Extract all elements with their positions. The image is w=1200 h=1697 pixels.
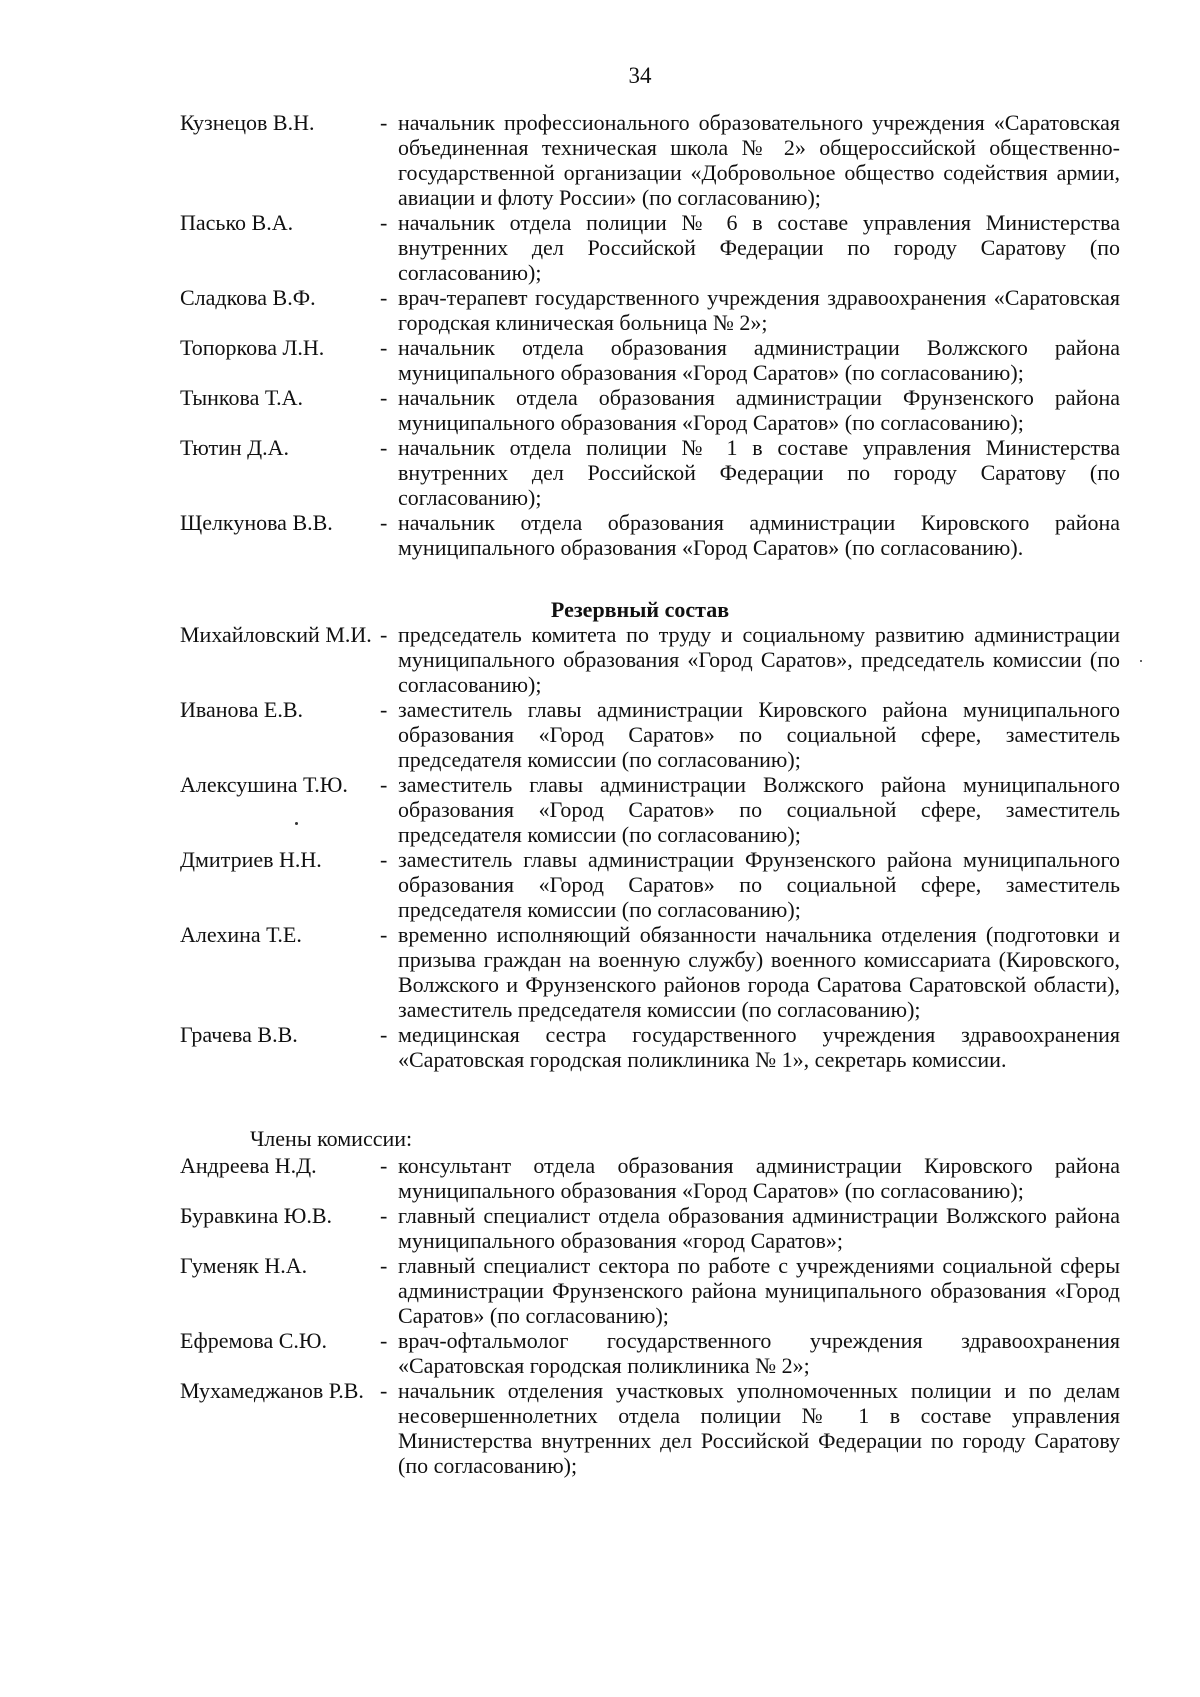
member-position: медицинская сестра государственного учреждения здравоохранения «Саратовская городская поликлиника № 1», секретарь комиссии. bbox=[398, 1022, 1120, 1072]
dash-separator: - bbox=[380, 385, 388, 410]
member-entry bbox=[180, 1253, 1120, 1328]
scan-speck bbox=[295, 822, 298, 825]
member-name: Андреева Н.Д. bbox=[180, 1153, 317, 1178]
dash-separator: - bbox=[380, 847, 388, 872]
member-entry bbox=[180, 435, 1120, 510]
member-name: Алехина Т.Е. bbox=[180, 922, 302, 947]
member-position: главный специалист отдела образования администрации Волжского района муниципального образования «город Саратов»; bbox=[398, 1203, 1120, 1253]
member-entry bbox=[180, 1378, 1120, 1478]
dash-separator: - bbox=[380, 335, 388, 360]
dash-separator: - bbox=[380, 1328, 388, 1353]
member-entry bbox=[180, 510, 1120, 560]
member-name: Мухамеджанов Р.В. bbox=[180, 1378, 364, 1403]
member-name: Михайловский М.И. bbox=[180, 622, 372, 647]
member-entry bbox=[180, 772, 1120, 847]
member-entry bbox=[180, 210, 1120, 285]
reserve-section-title: Резервный состав bbox=[550, 597, 730, 622]
member-entry bbox=[180, 1203, 1120, 1253]
member-position: председатель комитета по труду и социальному развитию администрации муниципального образования «Город Саратов», председатель комиссии (по согласованию); bbox=[398, 622, 1120, 697]
member-position: начальник отдела образования администрации Фрунзенского района муниципального образования «Город Саратов» (по согласованию); bbox=[398, 385, 1120, 435]
member-position: начальник отдела образования администрации Кировского района муниципального образования «Город Саратов» (по согласованию). bbox=[398, 510, 1120, 560]
member-position: начальник отдела образования администрации Волжского района муниципального образования «Город Саратов» (по согласованию); bbox=[398, 335, 1120, 385]
member-position: начальник отдела полиции № 1 в составе управления Министерства внутренних дел Российской Федерации по городу Саратову (по согласованию); bbox=[398, 435, 1120, 510]
member-name: Буравкина Ю.В. bbox=[180, 1203, 333, 1228]
member-position: консультант отдела образования администрации Кировского района муниципального образования «Город Саратов» (по согласованию); bbox=[398, 1153, 1120, 1203]
member-name: Тынкова Т.А. bbox=[180, 385, 303, 410]
dash-separator: - bbox=[380, 1378, 388, 1403]
member-name: Тютин Д.А. bbox=[180, 435, 290, 460]
members-label: Члены комиссии: bbox=[250, 1126, 413, 1151]
member-name: Топоркова Л.Н. bbox=[180, 335, 325, 360]
member-entry bbox=[180, 1328, 1120, 1378]
member-name: Дмитриев Н.Н. bbox=[180, 847, 322, 872]
dash-separator: - bbox=[380, 697, 388, 722]
member-position: временно исполняющий обязанности начальника отделения (подготовки и призыва граждан на военную службу) военного комиссариата (Кировского, Волжского и Фрунзенского районов города Саратова Саратовской области), заместитель председателя комиссии (по согласованию); bbox=[398, 922, 1120, 1022]
member-entry bbox=[180, 335, 1120, 385]
member-name: Ефремова С.Ю. bbox=[180, 1328, 328, 1353]
member-position: заместитель главы администрации Фрунзенского района муниципального образования «Город Саратов» по социальной сфере, заместитель председателя комиссии (по согласованию); bbox=[398, 847, 1120, 922]
member-entry bbox=[180, 622, 1120, 697]
member-entry bbox=[180, 385, 1120, 435]
member-name: Алексушина Т.Ю. bbox=[180, 772, 348, 797]
dash-separator: - bbox=[380, 1203, 388, 1228]
dash-separator: - bbox=[380, 1253, 388, 1278]
member-position: врач-терапевт государственного учреждения здравоохранения «Саратовская городская клиническая больница № 2»; bbox=[398, 285, 1120, 335]
dash-separator: - bbox=[380, 1022, 388, 1047]
dash-separator: - bbox=[380, 285, 388, 310]
dash-separator: - bbox=[380, 622, 388, 647]
member-entry bbox=[180, 847, 1120, 922]
member-position: заместитель главы администрации Кировского района муниципального образования «Город Саратов» по социальной сфере, заместитель председателя комиссии (по согласованию); bbox=[398, 697, 1120, 772]
member-position: заместитель главы администрации Волжского района муниципального образования «Город Саратов» по социальной сфере, заместитель председателя комиссии (по согласованию); bbox=[398, 772, 1120, 847]
primary-members-list bbox=[180, 110, 1120, 560]
member-entry bbox=[180, 110, 1120, 210]
page-number: 34 bbox=[628, 63, 652, 88]
member-position: начальник отдела полиции № 6 в составе управления Министерства внутренних дел Российской Федерации по городу Саратову (по согласованию); bbox=[398, 210, 1120, 285]
member-entry bbox=[180, 922, 1120, 1022]
member-position: главный специалист сектора по работе с учреждениями социальной сферы администрации Фрунзенского района муниципального образования «Город Саратов» (по согласованию); bbox=[398, 1253, 1120, 1328]
member-position: начальник профессионального образовательного учреждения «Саратовская объединенная техническая школа № 2» общероссийской общественно-государственной организации «Добровольное общество содействия армии, авиации и флоту России» (по согласованию); bbox=[398, 110, 1120, 210]
member-name: Гуменяк Н.А. bbox=[180, 1253, 308, 1278]
member-name: Грачева В.В. bbox=[180, 1022, 298, 1047]
dash-separator: - bbox=[380, 210, 388, 235]
member-entry bbox=[180, 697, 1120, 772]
dash-separator: - bbox=[380, 1153, 388, 1178]
member-name: Кузнецов В.Н. bbox=[180, 110, 315, 135]
dash-separator: - bbox=[380, 110, 388, 135]
reserve-leaders-list bbox=[180, 622, 1120, 1072]
scan-speck bbox=[1140, 660, 1142, 662]
member-entry bbox=[180, 285, 1120, 335]
member-position: врач-офтальмолог государственного учреждения здравоохранения «Саратовская городская поликлиника № 2»; bbox=[398, 1328, 1120, 1378]
member-name: Пасько В.А. bbox=[180, 210, 294, 235]
dash-separator: - bbox=[380, 922, 388, 947]
member-name: Сладкова В.Ф. bbox=[180, 285, 316, 310]
member-entry bbox=[180, 1022, 1120, 1072]
member-name: Щелкунова В.В. bbox=[180, 510, 333, 535]
member-position: начальник отделения участковых уполномоченных полиции и по делам несовершеннолетних отдела полиции № 1 в составе управления Министерства внутренних дел Российской Федерации по городу Саратову (по согласованию); bbox=[398, 1378, 1120, 1478]
member-name: Иванова Е.В. bbox=[180, 697, 303, 722]
reserve-members-list bbox=[180, 1153, 1120, 1478]
member-entry bbox=[180, 1153, 1120, 1203]
dash-separator: - bbox=[380, 772, 388, 797]
dash-separator: - bbox=[380, 435, 388, 460]
dash-separator: - bbox=[380, 510, 388, 535]
